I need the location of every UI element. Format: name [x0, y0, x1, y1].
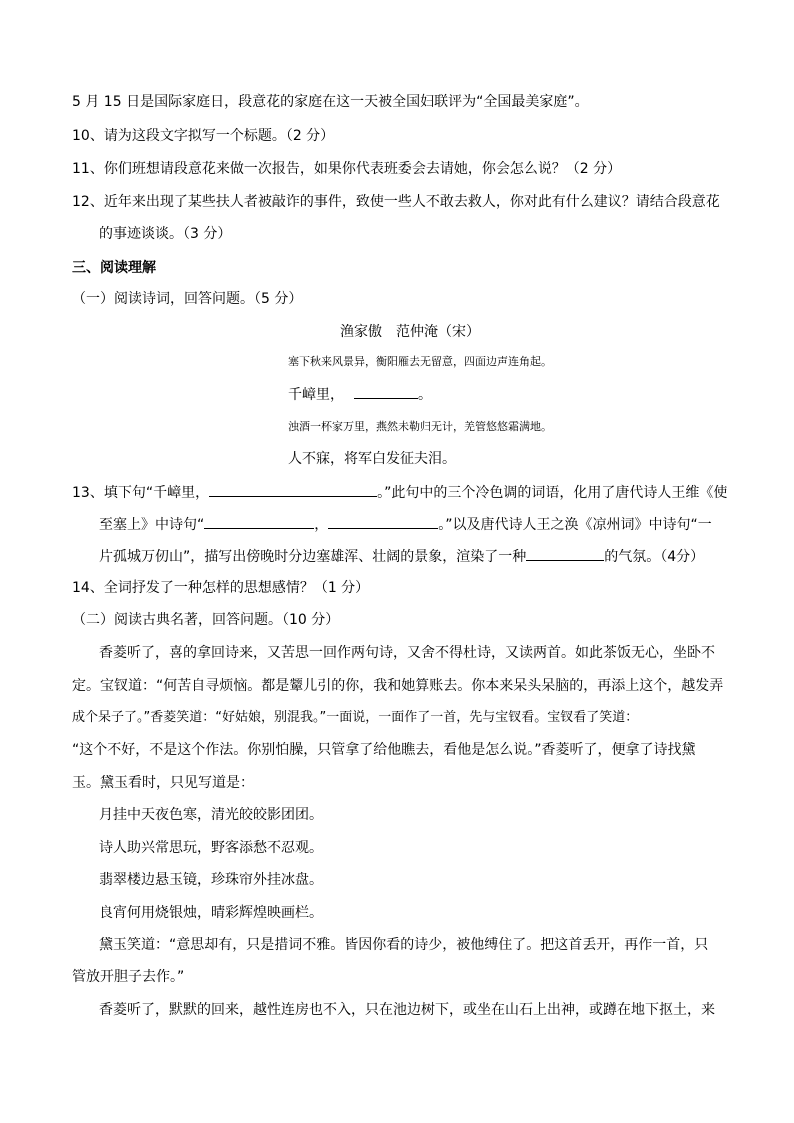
fill-in-blank[interactable]: [526, 546, 604, 561]
paragraph-line: 成个呆子了。”香菱笑道：“好姑娘，别混我。”一面说，一面作了一首，先与宝钗看。宝钗看了笑道：: [72, 710, 639, 725]
q13-text: 至塞上》中诗句“: [99, 517, 205, 533]
fill-in-blank[interactable]: [204, 514, 314, 529]
paragraph-line: 定。宝钗道：“何苦自寻烦恼。都是颦儿引的你，我和她算账去。你本来呆头呆脑的，再添上这个，越发弄: [72, 678, 724, 694]
poem-line-end: 。: [418, 387, 432, 403]
q13-text: 13、填下句“千嶂里，: [72, 485, 210, 501]
paragraph-line: 管放开胆子去作。”: [72, 969, 185, 985]
question-10: 10、请为这段文字拟写一个标题。（2 分）: [72, 128, 335, 144]
question-13-continued: [99, 514, 712, 535]
subsection-heading: （一）阅读诗词，回答问题。（5 分）: [72, 291, 303, 307]
paragraph-line: 香菱听了，喜的拿回诗来，又苦思一回作两句诗，又舍不得杜诗，又读两首。如此茶饭无心，坐卧不: [99, 645, 715, 661]
question-11: 11、你们班想请段意花来做一次报告，如果你代表班委会去请她，你会怎么说？（2 分）: [72, 161, 622, 177]
fill-in-blank[interactable]: [209, 482, 377, 497]
question-12: 12、近年来出现了某些扶人者被敲诈的事件，致使一些人不敢去救人，你对此有什么建议？请结合段意花: [72, 194, 720, 210]
paragraph-line: “这个不好，不是这个作法。你别怕臊，只管拿了给他瞧去，看他是怎么说。”香菱听了，便拿了诗找黛: [72, 742, 696, 758]
text-line: 5 月 15 日是国际家庭日，段意花的家庭在这一天被全国妇联评为“全国最美家庭”。: [72, 94, 589, 110]
poem-line: 人不寐，将军白发征夫泪。: [288, 451, 456, 467]
verse-line: 月挂中天夜色寒，清光皎皎影团团。: [99, 807, 323, 823]
poem-title: 渔家傲 范仲淹（宋）: [340, 324, 480, 340]
question-13: [72, 482, 727, 503]
q13-text: 。”此句中的三个冷色调的词语，化用了唐代诗人王维《使: [377, 485, 728, 501]
q13-text: 片孤城万仞山”，描写出傍晚时分边塞雄浑、壮阔的景象，渲染了一种: [99, 549, 527, 565]
poem-line-label: 千嶂里，: [288, 387, 344, 403]
question-13-continued: [99, 546, 704, 567]
poem-line-blank: [288, 384, 432, 405]
poem-line: 浊酒一杯家万里，燕然未勒归无计，羌管悠悠霜满地。: [288, 420, 552, 433]
subsection-heading: （二）阅读古典名著，回答问题。（10 分）: [72, 612, 340, 628]
fill-in-blank[interactable]: [354, 384, 418, 399]
section-heading: 三、阅读理解: [72, 260, 156, 276]
question-12-continued: 的事迹谈谈。（3 分）: [99, 226, 232, 242]
q13-text: ，: [314, 517, 329, 533]
verse-line: 良宵何用烧银烛，晴彩辉煌映画栏。: [99, 905, 323, 921]
q13-text: 的气氛。（4分）: [604, 549, 705, 565]
verse-line: 翡翠楼边悬玉镜，珍珠帘外挂冰盘。: [99, 872, 323, 888]
fill-in-blank[interactable]: [328, 514, 438, 529]
paragraph-line: 玉。黛玉看时，只见写道是：: [72, 775, 254, 791]
poem-line: 塞下秋来风景异，衡阳雁去无留意，四面边声连角起。: [288, 355, 552, 368]
paragraph-line: 香菱听了，默默的回来，越性连房也不入，只在池边树下，或坐在山石上出神，或蹲在地下抠土，来: [99, 1002, 715, 1018]
question-14: 14、全词抒发了一种怎样的思想感情？（1 分）: [72, 580, 370, 596]
verse-line: 诗人助兴常思玩，野客添愁不忍观。: [99, 840, 323, 856]
paragraph-line: 黛玉笑道：“意思却有，只是措词不雅。皆因你看的诗少，被他缚住了。把这首丢开，再作一首，只: [99, 937, 709, 953]
q13-text: 。”以及唐代诗人王之涣《凉州词》中诗句“一: [438, 517, 712, 533]
